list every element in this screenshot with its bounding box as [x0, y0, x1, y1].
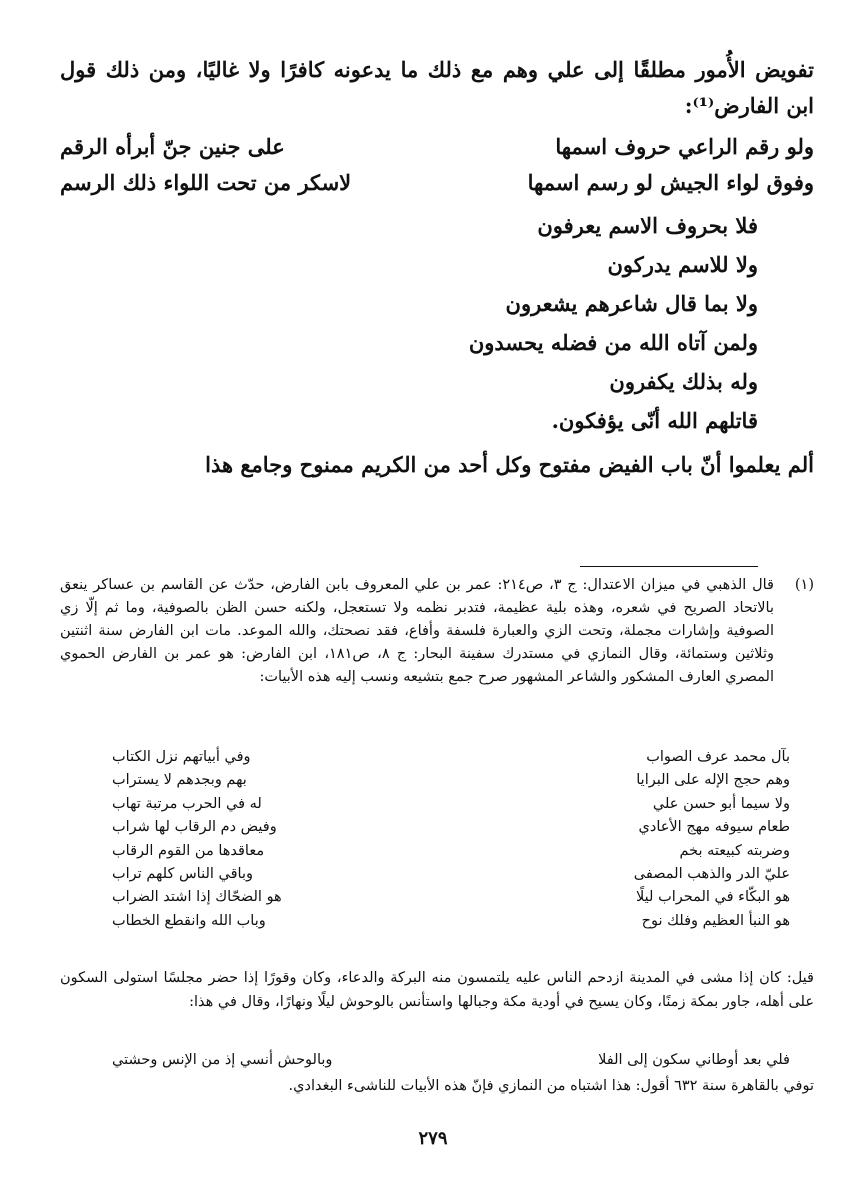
body-line: ولمن آتاه الله من فضله يحسدون — [468, 330, 758, 355]
footnote-verse-first: طعام سيوفه مهج الأعادي — [638, 819, 790, 836]
verse-first-hemistich: وفوق لواء الجيش لو رسم اسمها — [527, 170, 814, 195]
footnote-verse-row — [112, 796, 790, 819]
footnote-verses — [112, 749, 790, 936]
page-number: ٢٧٩ — [418, 1128, 448, 1149]
verse-second-hemistich: لاسكر من تحت اللواء ذلك الرسم — [60, 170, 352, 195]
body-line: فلا بحروف الاسم يعرفون — [537, 213, 758, 238]
footnote-final-text: توفي بالقاهرة سنة ٦٣٢ أقول: هذا اشتباه من النمازي فإنّ هذه الأبيات للناشىء البغدادي. — [288, 1078, 814, 1094]
closing-line: ألم يعلموا أنّ باب الفيض مفتوح وكل أحد من الكريم ممنوح وجامع هذا — [205, 452, 814, 477]
footnote — [60, 574, 814, 689]
footnote-separator — [580, 566, 758, 567]
footnote-verse-first: بآل محمد عرف الصواب — [646, 749, 790, 765]
footnote-verse-row — [112, 819, 790, 842]
body-line: ولا للاسم يدركون — [607, 252, 758, 277]
footnote-verse-row — [112, 749, 790, 772]
body-line: ولا بما قال شاعرهم يشعرون — [505, 291, 758, 316]
footnote-verse-second: وباب الله وانقطع الخطاب — [112, 912, 266, 929]
footnote-verse-row — [112, 843, 790, 866]
footnote-last-verse — [112, 1052, 790, 1076]
intro-paragraph: تفويض الأُمور مطلقًا إلى علي وهم مع ذلك ما يدعونه كافرًا ولا غاليًا، ومن ذلك قول ابن الفارض⁽¹⁾: — [60, 57, 814, 118]
footnote-after-text: قيل: كان إذا مشى في المدينة ازدحم الناس عليه يلتمسون منه البركة والدعاء، وكان وقورًا إذا حضر مجلسًا استولى السكون على أهله، جاور بمكة زمنًا، وكان يسيح في أودية مكة وجبالها واستأنس بالوحوش ليلًا ونهارًا، وقال في هذا: — [60, 970, 814, 1010]
footnote-verse-row — [112, 889, 790, 912]
footnote-verse-second: له في الحرب مرتبة تهاب — [112, 795, 262, 812]
footnote-verse-second: وباقي الناس كلهم تراب — [112, 865, 253, 882]
footnote-verse-first: فلي بعد أوطاني سكون إلى الفلا — [598, 1052, 790, 1068]
footnote-marker: (١) — [794, 577, 814, 593]
footnote-verse-first: ولا سيما أبو حسن علي — [652, 795, 790, 812]
body-line: قاتلهم الله أنّى يؤفكون. — [551, 408, 758, 433]
footnote-verse-second: هو الضحّاك إذا اشتد الضراب — [112, 889, 282, 906]
footnote-verse-row — [112, 772, 790, 795]
footnote-verse-first: وضربته كبيعته بخم — [679, 842, 790, 859]
verse-row — [60, 134, 814, 170]
footnote-verse-first: هو البكّاء في المحراب ليلًا — [636, 889, 790, 906]
footnote-verse-first: هو النبأ العظيم وفلك نوح — [641, 912, 790, 929]
footnote-verse-row — [112, 913, 790, 936]
verse-row — [60, 170, 814, 206]
footnote-verse-second: وفي أبياتهم نزل الكتاب — [112, 749, 251, 765]
footnote-verse-second: وبالوحش أنسي إذ من الإنس وحشتي — [112, 1052, 333, 1068]
body-line: وله بذلك يكفرون — [609, 369, 758, 394]
verse-first-hemistich: ولو رقم الراعي حروف اسمها — [555, 134, 814, 159]
footnote-verse-second: بهم وبجدهم لا يستراب — [112, 772, 247, 789]
footnote-text: قال الذهبي في ميزان الاعتدال: ج ٣، ص٢١٤: عمر بن علي المعروف بابن الفارض، حدّث عن القاسم بن عساكر ينعق بالاتحاد الصريح في شعره، وهذه بلية عظيمة، فتدبر نظمه ولا تستعجل، ولكنه حسن الظن بالصوفية، وما ثم إلّا زي الصوفية وإشارات مجملة، وتحت الزي والعبارة فلسفة وأفاع، فقد نصحتك، والله الموعد. مات ابن الفارض سنة اثنتين وثلاثين وستمائة، وقال النمازي في مستدرك سفينة البحار: ج ٨، ص١٨١، ابن الفارض: هو عمر بن الفارض الحموي المصري العارف المشكور والشاعر المشهور صرح جمع بتشيعه ونسب إليه هذه الأبيات: — [60, 577, 774, 685]
footnote-verse-first: وهم حجج الإله على البرايا — [636, 772, 790, 789]
footnote-verse-row — [112, 866, 790, 889]
footnote-verse-second: وفيض دم الرقاب لها شراب — [112, 819, 277, 836]
footnote-verse-second: معاقدها من القوم الرقاب — [112, 842, 265, 859]
verse-second-hemistich: على جنين جنّ أبرأه الرقم — [60, 134, 285, 159]
footnote-verse-first: عليّ الدر والذهب المصفى — [633, 865, 790, 882]
